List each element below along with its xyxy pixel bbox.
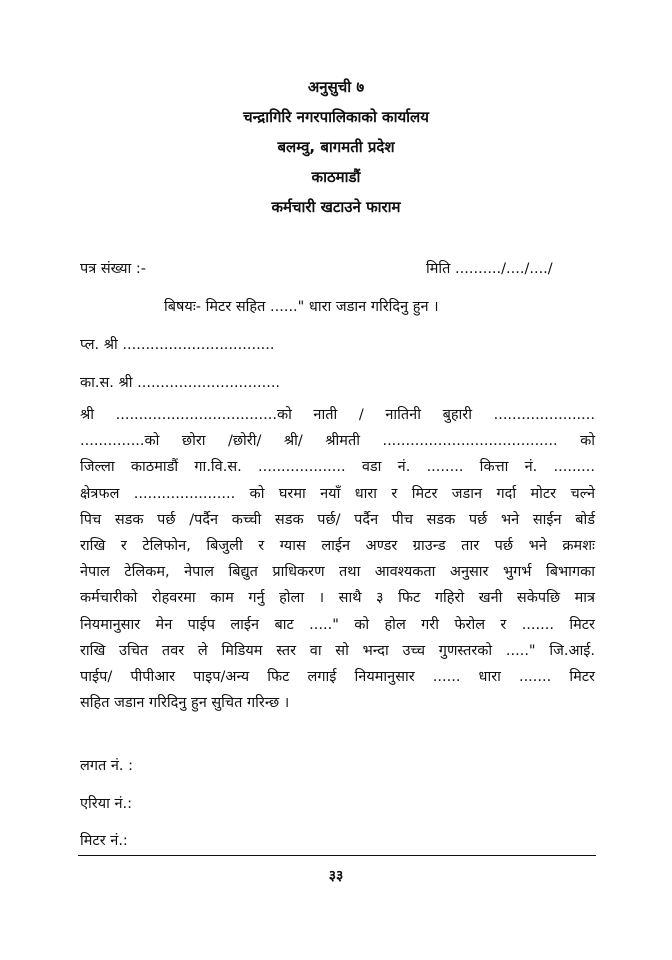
body-line: श्री ...................................को नाती / नातिनी बुहारी ......................: [80, 407, 595, 423]
office-address: बलम्वु, बागमती प्रदेश: [277, 138, 395, 156]
meter-number: मिटर नं.:: [80, 833, 128, 849]
lagat-number: लगत नं. :: [80, 758, 134, 774]
letter-body: [80, 402, 595, 716]
office-district: काठमाडौं: [311, 168, 361, 186]
body-line: राखि र टेलिफोन, बिजुली र ग्यास लाईन अण्डर ग्राउन्ड तार पर्छ भने क्रमशः: [80, 538, 595, 555]
body-line: नेपाल टेलिकम, नेपाल बिद्युत प्राधिकरण तथा आवश्यकता अनुसार भुगर्भ बिभागका: [80, 564, 595, 581]
body-line: ..............को छोरा /छोरी/ श्री/ श्रीमती ...................................... को: [80, 433, 595, 450]
body-line: पिच सडक पर्छ /पर्दैन कच्ची सडक पर्छ/ पर्दैन पीच सडक पर्छ भने साईन बोर्ड: [80, 511, 595, 528]
reference-number: पत्र संख्या :-: [80, 261, 147, 277]
area-number: एरिया नं.:: [80, 796, 133, 812]
footer-divider: [78, 855, 596, 856]
body-line: पाईप/ पीपीआर पाइप/अन्य फिट लगाई नियमानुसार ...... धारा ....... मिटर: [80, 669, 595, 686]
document-header: [0, 72, 672, 222]
body-line: राखि उचित तवर ले मिडियम स्तर वा सो भन्दा उच्च गुणस्तरको ....." जि.आई.: [80, 642, 595, 659]
subject-line: बिषयः- मिटर सहित ......" धारा जडान गरिदिनु हुन ।: [164, 299, 439, 315]
recipient-line-2: का.स. श्री ...............................: [80, 375, 281, 391]
body-line: सहित जडान गरिदिनु हुन सुचित गरिन्छ ।: [80, 695, 290, 712]
body-line: कर्मचारीको रोहवरमा काम गर्नु होला । साथै ३ फिट गहिरो खनी सकेपछि मात्र: [80, 590, 595, 607]
body-line: नियमानुसार मेन पाईप लाईन बाट ....." को होल गरी फेरोल र ....... मिटर: [80, 616, 595, 633]
office-name: चन्द्रागिरि नगरपालिकाको कार्यालय: [243, 108, 429, 126]
date-field: मिति ........../..../..../: [426, 261, 553, 277]
body-line: जिल्ला काठमाडौं गा.वि.स. ................... वडा नं. ........ कित्ता नं. .........: [80, 459, 595, 476]
form-title: कर्मचारी खटाउने फाराम: [271, 198, 401, 216]
recipient-line-1: प्ल. श्री .................................: [80, 337, 275, 353]
body-line: क्षेत्रफल ...................... को घरमा नयाँ धारा र मिटर जडान गर्दा मोटर चल्ने: [80, 485, 595, 502]
schedule-title: अनुसुची ७: [307, 78, 365, 96]
page-number: ३३: [328, 868, 344, 884]
